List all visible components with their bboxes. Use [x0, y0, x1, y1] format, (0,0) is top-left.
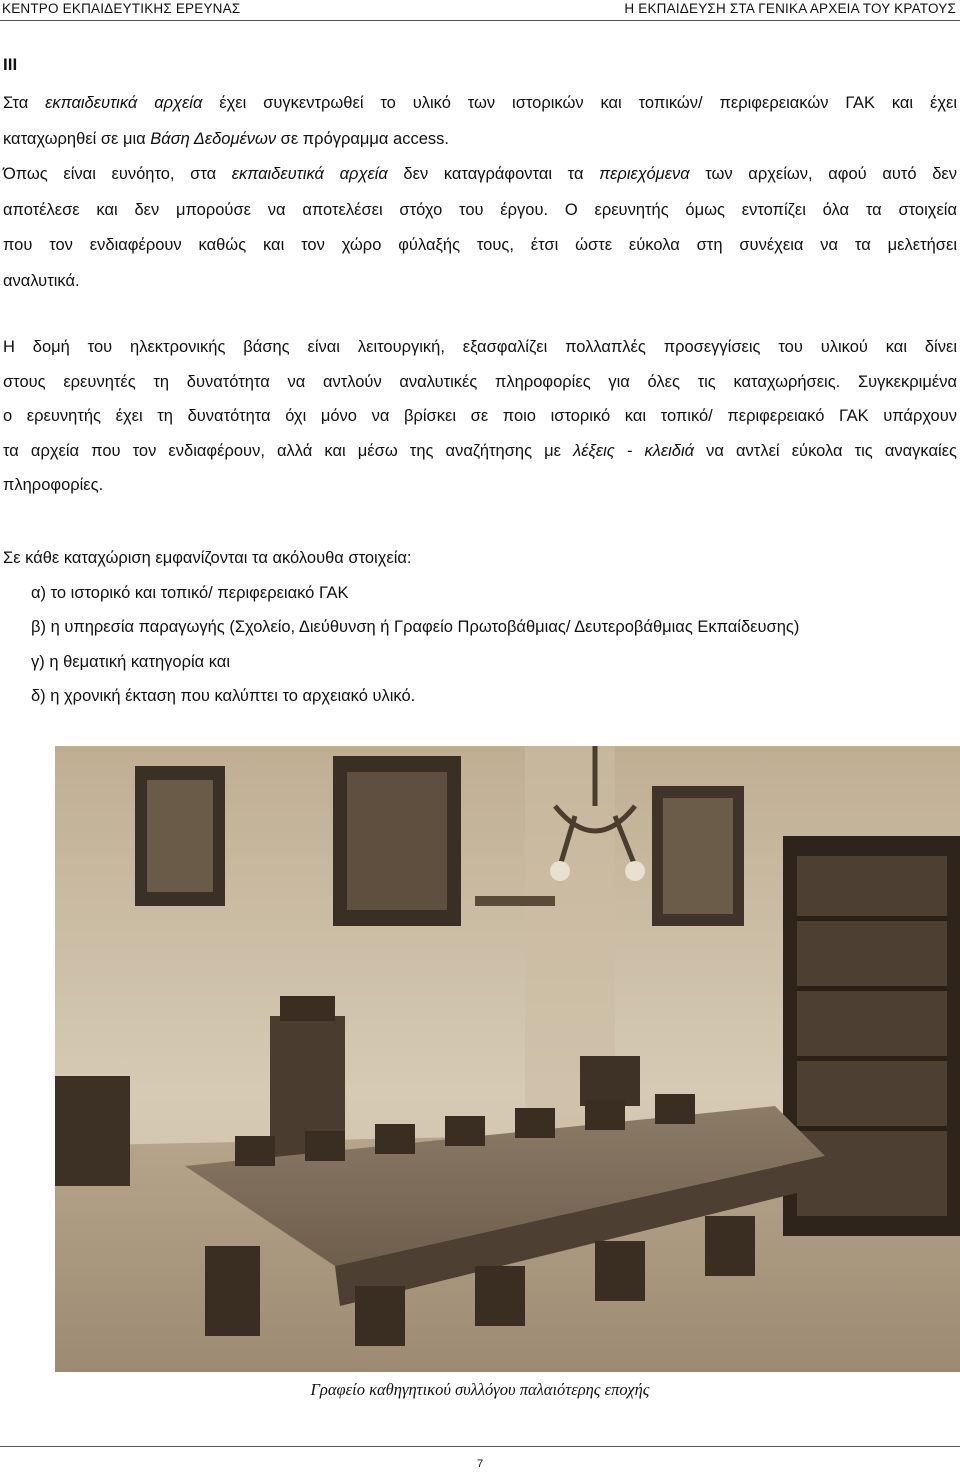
header-divider	[0, 20, 960, 21]
coat-rack	[475, 896, 555, 906]
section-number: III	[3, 55, 18, 74]
paragraph-line: αναλυτικά.	[3, 271, 80, 290]
header-right-text: Η ΕΚΠΑΙΔΕΥΣΗ ΣΤΑ ΓΕΝΙΚΑ ΑΡΧΕΙΑ ΤΟΥ ΚΡΑΤΟΥΣ	[624, 1, 956, 16]
paragraph-line: στους ερευνητές τη δυνατότητα να αντλούν αναλυτικές πληροφορίες για όλες τις καταχωρήσεις. Συγκεκριμένα	[3, 372, 957, 391]
paragraph-line: που τον ενδιαφέρουν καθώς και τον χώρο φύλαξής τους, έτσι ώστε εύκολα στη συνέχεια να τα μελετήσει	[3, 236, 957, 254]
italic-term: λέξεις - κλειδιά	[573, 441, 695, 460]
stove-top	[280, 996, 335, 1021]
paragraph-2	[3, 330, 957, 503]
paragraph-line	[3, 122, 957, 158]
paragraph-line: πληροφορίες.	[3, 476, 104, 494]
page-header	[0, 0, 960, 22]
portrait-inner-left	[147, 780, 213, 892]
paragraph-line	[3, 434, 957, 469]
footer-divider	[0, 1446, 960, 1447]
list-item: γ) η θεματική κατηγορία και	[31, 652, 230, 671]
list-item: α) το ιστορικό και τοπικό/ περιφερειακό ΓΑΚ	[31, 583, 349, 602]
text-span: δεν καταγράφονται τα	[387, 165, 600, 183]
text-span: των αρχείων, αφού αυτό δεν	[689, 165, 957, 183]
photo-caption: Γραφείο καθηγητικού συλλόγου παλαιότερης εποχής	[310, 1380, 650, 1399]
text-span: έχει συγκεντρωθεί το υλικό των ιστορικών και τοπικών/ περιφερειακών ΓΑΚ και έχει	[202, 94, 958, 112]
portrait-inner-right	[663, 798, 733, 914]
armchair-back	[580, 1056, 640, 1106]
italic-term: περιεχόμενα	[599, 165, 690, 183]
italic-term: Βάση Δεδομένων	[150, 129, 277, 148]
list-item: β) η υπηρεσία παραγωγής (Σχολείο, Διεύθυνση ή Γραφείο Πρωτοβάθμιας/ Δευτεροβάθμιας Εκπαίδευσης)	[31, 618, 800, 636]
armchair-left	[55, 1076, 130, 1186]
paragraph-1	[3, 86, 957, 299]
paragraph-line: αποτέλεσε και δεν μπορούσε να αποτελέσει στόχο του έργου. Ο ερευνητής όμως εντοπίζει όλα τα στοιχεία	[3, 200, 957, 219]
list-item: δ) η χρονική έκταση που καλύπτει το αρχειακό υλικό.	[31, 687, 416, 705]
paragraph-line	[3, 86, 957, 122]
header-left-text: ΚΕΝΤΡΟ ΕΚΠΑΙΔΕΥΤΙΚΗΣ ΕΡΕΥΝΑΣ	[2, 1, 241, 16]
text-span: τα αρχεία που τον ενδιαφέρουν, αλλά και μέσω της αναζήτησης με	[3, 441, 574, 460]
page-number: 7	[476, 1458, 484, 1470]
paragraph-3	[3, 541, 957, 714]
text-span: να αντλεί εύκολα τις αναγκαίες	[694, 441, 957, 460]
portrait-inner-center	[347, 772, 447, 910]
text-span: σε πρόγραμμα access.	[276, 129, 449, 148]
photo-illustration	[55, 746, 960, 1372]
lamp-globe	[625, 861, 645, 881]
historic-office-photo	[55, 746, 960, 1372]
italic-term: εκπαιδευτικά αρχεία	[45, 94, 203, 112]
list-intro: Σε κάθε καταχώριση εμφανίζονται τα ακόλουθα στοιχεία:	[3, 549, 412, 567]
text-span: καταχωρηθεί σε μια	[3, 129, 151, 148]
lamp-globe	[550, 861, 570, 881]
italic-term: εκπαιδευτικά αρχεία	[231, 165, 388, 183]
text-span: Στα	[3, 94, 46, 112]
paragraph-line: ο ερευνητής έχει τη δυνατότητα όχι μόνο να βρίσκει σε ποιο ιστορικό και τοπικό/ περιφερειακό ΓΑΚ υπάρχουν	[3, 407, 957, 425]
text-span: Όπως είναι ευνόητο, στα	[3, 165, 232, 183]
paragraph-line: Η δομή του ηλεκτρονικής βάσης είναι λειτουργική, εξασφαλίζει πολλαπλές προσεγγίσεις του υλικού και δίνει	[3, 338, 957, 356]
paragraph-line	[3, 157, 957, 193]
